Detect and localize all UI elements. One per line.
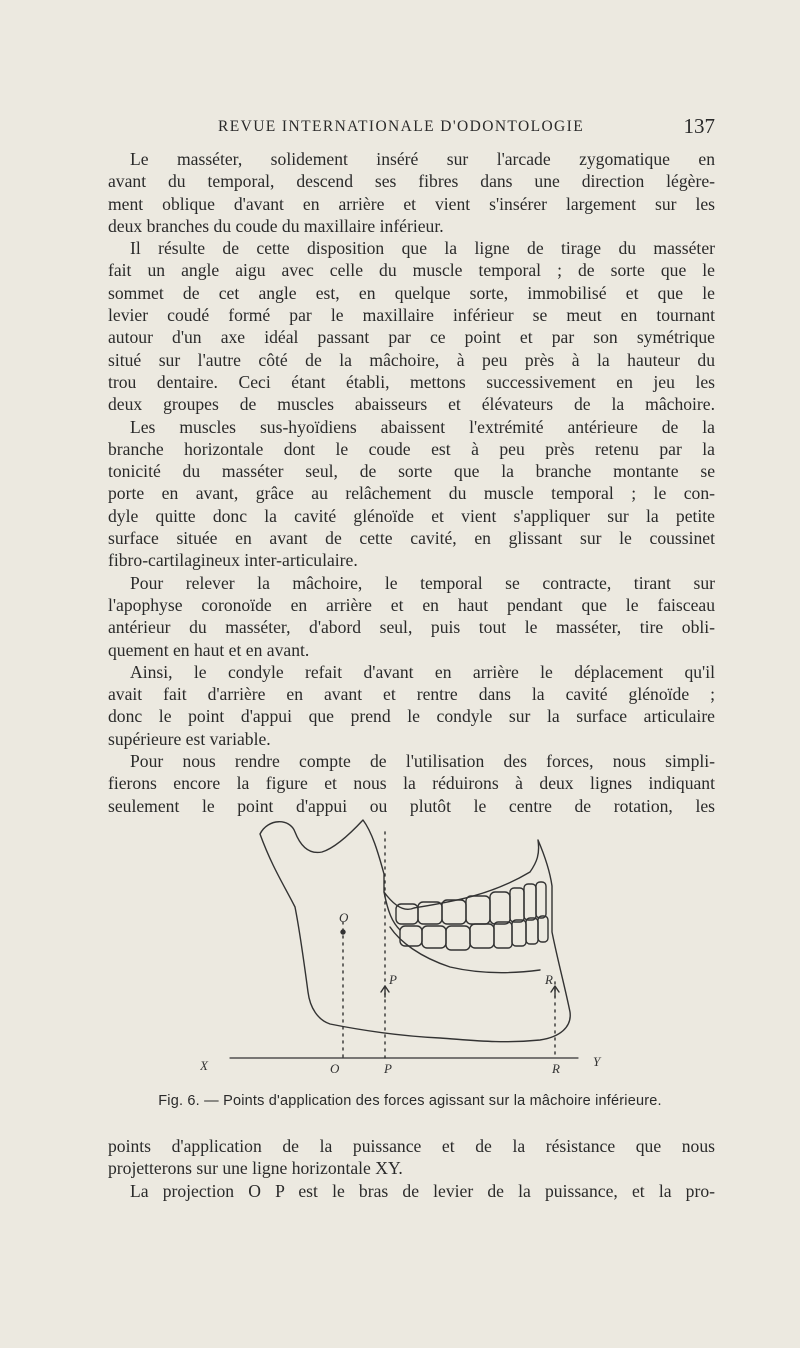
label-y: Y	[593, 1054, 601, 1069]
arrow-r	[551, 986, 559, 997]
text-line: Il résulte de cette disposition que la ligne de tirage du masséter	[130, 238, 715, 259]
text-line: fibro-cartilagineux inter-articulaire.	[108, 550, 358, 571]
text-line: trou dentaire. Ceci étant établi, mettons successivement en jeu les	[108, 371, 715, 392]
jaw-diagram	[200, 812, 620, 1077]
text-line: supérieure est variable.	[108, 728, 271, 749]
running-header	[110, 114, 715, 142]
text-line: deux groupes de muscles abaisseurs et élévateurs de la mâchoire.	[108, 394, 715, 415]
figure-caption: Fig. 6. — Points d'application des forces agissant sur la mâchoire inférieure.	[158, 1093, 662, 1109]
label-r-upper: R	[545, 972, 553, 987]
text-line: branche horizontale dont le coude est à peu près retenu par la	[108, 438, 715, 459]
text-line: seulement le point d'appui ou plutôt le centre de rotation, les	[108, 795, 715, 816]
text-line: avant du temporal, descend ses fibres dans une direction légère-	[108, 171, 715, 192]
text-line: porte en avant, grâce au relâchement du muscle temporal ; le con-	[108, 483, 715, 504]
text-line: donc le point d'appui que prend le condyle sur la surface articulaire	[108, 706, 715, 727]
text-line: autour d'un axe idéal passant par ce point et par son symétrique	[108, 327, 715, 348]
text-line: La projection O P est le bras de levier de la puissance, et la pro-	[130, 1180, 715, 1201]
inner-ridge	[384, 892, 400, 930]
text-line: fierons encore la figure et nous la réduirons à deux lignes indiquant	[108, 773, 715, 794]
text-line: points d'application de la puissance et de la résistance que nous	[108, 1136, 715, 1156]
text-line: fait un angle aigu avec celle du muscle temporal ; de sorte que le	[108, 260, 715, 281]
text-line: ment oblique d'avant en arrière et vient s'insérer largement sur les	[108, 193, 715, 214]
label-p-upper: P	[389, 972, 397, 987]
text-line: antérieur du masséter, d'abord seul, puis tout le masséter, tire obli-	[108, 617, 715, 638]
running-title: REVUE INTERNATIONALE D'ODONTOLOGIE	[218, 118, 585, 135]
label-o-lower: O	[330, 1061, 340, 1076]
text-line: avait fait d'arrière en avant et rentre dans la cavité glénoïde ;	[108, 684, 715, 705]
teeth-upper	[396, 882, 546, 924]
text-line: surface située en avant de cette cavité, en glissant sur le coussinet	[108, 528, 715, 549]
text-line: Le masséter, solidement inséré sur l'arcade zygomatique en	[130, 149, 715, 169]
label-r-lower: R	[552, 1061, 560, 1076]
teeth-lower	[400, 916, 548, 950]
arrow-p	[381, 986, 389, 997]
text-line: quement en haut et en avant.	[108, 639, 310, 660]
text-line: tonicité du masséter seul, de sorte que la branche montante se	[108, 461, 715, 482]
page-number: 137	[683, 114, 715, 138]
text-line: situé sur l'autre côté de la mâchoire, à peu près à la hauteur du	[108, 349, 715, 370]
text-line: deux branches du coude du maxillaire inférieur.	[108, 215, 444, 236]
body-text-after-figure	[108, 1135, 715, 1202]
text-line: l'apophyse coronoïde en arrière et en haut pendant que le faisceau	[108, 594, 715, 615]
jaw-figure	[200, 812, 620, 1077]
label-o-upper: O	[339, 910, 349, 925]
label-p-lower: P	[384, 1061, 392, 1076]
text-line: levier coudé formé par le maxillaire inférieur se meut en tournant	[108, 305, 715, 326]
body-text	[108, 148, 715, 817]
text-line: Les muscles sus-hyoïdiens abaissent l'extrémité antérieure de la	[130, 416, 715, 437]
text-line: projetterons sur une ligne horizontale XY.	[108, 1158, 403, 1179]
text-line: sommet de cet angle est, en quelque sorte, immobilisé et que le	[108, 282, 715, 303]
text-line: Pour nous rendre compte de l'utilisation des forces, nous simpli-	[130, 751, 715, 772]
text-line: Pour relever la mâchoire, le temporal se contracte, tirant sur	[130, 572, 715, 593]
text-line: dyle quitte donc la cavité glénoïde et vient s'appliquer sur la petite	[108, 505, 715, 526]
label-x: X	[200, 1058, 208, 1073]
text-line: Ainsi, le condyle refait d'avant en arrière le déplacement qu'il	[130, 661, 715, 682]
mandible-outline	[260, 820, 570, 1042]
